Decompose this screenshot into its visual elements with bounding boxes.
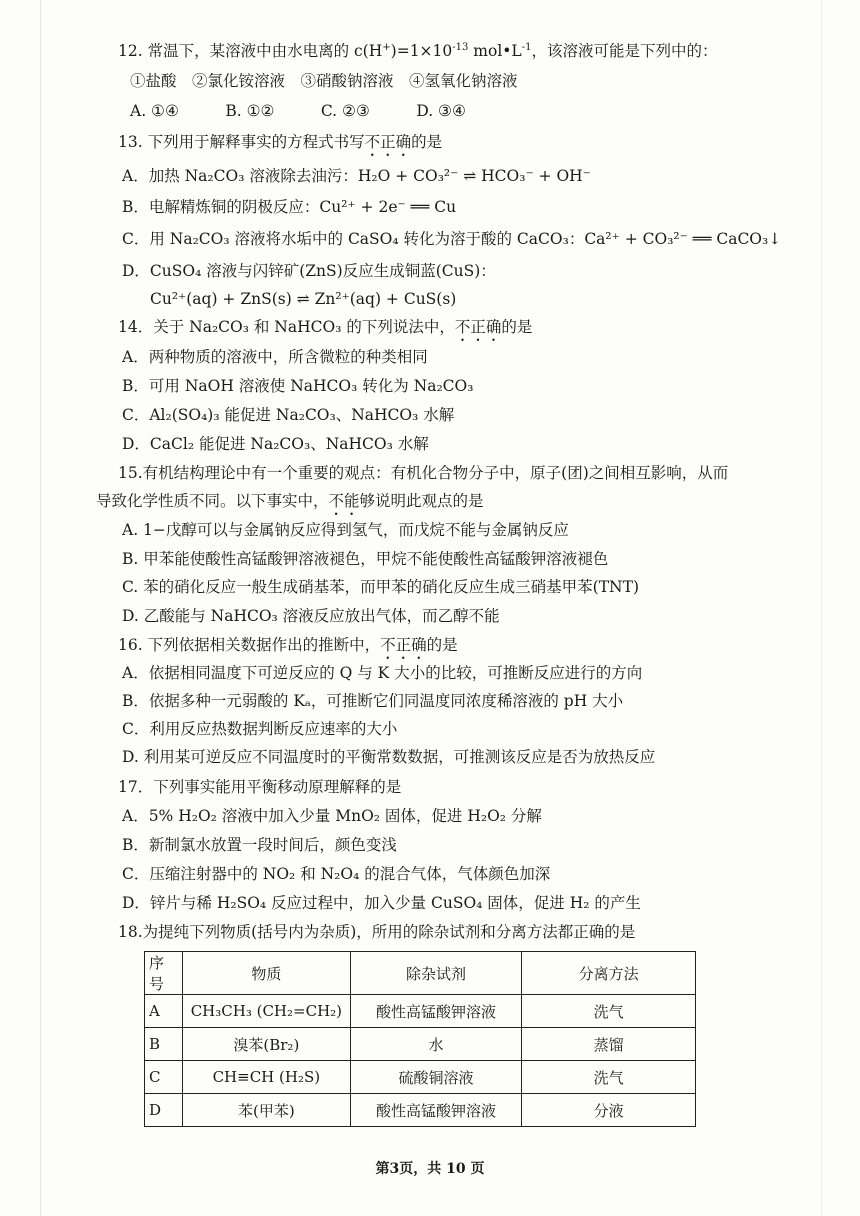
q13-option-a: A．加热 Na₂CO₃ 溶液除去油污：H₂O + CO₃²⁻ ⇌ HCO₃⁻ + OH⁻ [122, 167, 591, 185]
q14-option-c: C．Al₂(SO₄)₃ 能促进 Na₂CO₃、NaHCO₃ 水解 [122, 406, 455, 424]
q17-option-a: A．5% H₂O₂ 溶液中加入少量 MnO₂ 固体，促进 H₂O₂ 分解 [122, 807, 542, 825]
q16-option-a: A．依据相同温度下可逆反应的 Q 与 K 大小的比较，可推断反应进行的方向 [122, 664, 643, 682]
q12-stem-text-3: mol•L [468, 42, 522, 60]
q14-stem-emphasis: 不正确 [454, 318, 502, 336]
q16-stem-post: 的是 [426, 636, 458, 654]
q14-option-a: A．两种物质的溶液中，所含微粒的种类相同 [122, 348, 428, 366]
q12-stem-text-4: ，该溶液可能是下列中的： [531, 42, 718, 60]
q13-stem [118, 131, 442, 160]
table-cell: 蒸馏 [522, 1028, 696, 1061]
q16-stem-pre: 16. 下列依据相关数据作出的推断中， [118, 636, 381, 654]
q16-option-d: D. 利用某可逆反应不同温度时的平衡常数数据，可推测该反应是否为放热反应 [122, 748, 656, 766]
table-row [145, 1094, 696, 1127]
q18-stem: 18.为提纯下列物质(括号内为杂质)，所用的除杂试剂和分离方法都正确的是 [118, 923, 636, 941]
q13-option-c: C．用 Na₂CO₃ 溶液将水垢中的 CaSO₄ 转化为溶于酸的 CaCO₃：Ca²⁺ + CO₃²⁻ ══ CaCO₃↓ [122, 230, 782, 248]
table-cell: 水 [350, 1028, 522, 1061]
table-header-cell: 序号 [145, 952, 183, 995]
q12-stem-text-2: )=1×10 [390, 42, 453, 60]
table-header-cell: 物质 [182, 952, 350, 995]
table-cell: 苯(甲苯) [182, 1094, 350, 1127]
page-left-edge [40, 0, 41, 1216]
q14-stem-pre: 14．关于 Na₂CO₃ 和 NaHCO₃ 的下列说法中， [118, 318, 455, 336]
q14-stem [118, 316, 532, 345]
q17-option-d: D．锌片与稀 H₂SO₄ 反应过程中，加入少量 CuSO₄ 固体，促进 H₂ 的产生 [122, 894, 641, 912]
q12-stem-text-1: 12. 常温下，某溶液中由水电离的 c(H [118, 42, 383, 60]
page-footer: 第3页，共 10 页 [375, 1161, 485, 1177]
q17-option-c: C．压缩注射器中的 NO₂ 和 N₂O₄ 的混合气体，气体颜色加深 [122, 865, 551, 883]
table-cell: 溴苯(Br₂) [182, 1028, 350, 1061]
q12-options: A. ①④ B. ①② C. ②③ D. ③④ [130, 102, 466, 120]
table-cell: A [145, 995, 183, 1028]
table-row [145, 1061, 696, 1094]
q16-option-c: C．利用反应热数据判断反应速率的大小 [122, 720, 398, 738]
q16-stem [118, 634, 458, 663]
q15-stem-post: 够说明此观点的是 [359, 492, 484, 510]
table-cell: D [145, 1094, 183, 1127]
q18-purification-table [144, 951, 696, 1127]
q17-stem: 17．下列事实能用平衡移动原理解释的是 [118, 778, 402, 796]
table-row [145, 1028, 696, 1061]
q14-stem-post: 的是 [501, 318, 533, 336]
q14-option-d: D．CaCl₂ 能促进 Na₂CO₃、NaHCO₃ 水解 [122, 435, 429, 453]
q13-option-d-equation: Cu²⁺(aq) + ZnS(s) ⇌ Zn²⁺(aq) + CuS(s) [150, 290, 457, 308]
q12-stem-sup-2: -13 [452, 41, 469, 53]
q16-stem-emphasis: 不正确 [380, 636, 427, 654]
q17-option-b: B．新制氯水放置一段时间后，颜色变浅 [122, 836, 397, 854]
table-cell: 洗气 [522, 1061, 696, 1094]
q15-option-c: C. 苯的硝化反应一般生成硝基苯，而甲苯的硝化反应生成三硝基甲苯(TNT) [122, 578, 639, 596]
q13-option-d: D．CuSO₄ 溶液与闪锌矿(ZnS)反应生成铜蓝(CuS)： [122, 262, 496, 280]
q13-option-b: B．电解精炼铜的阴极反应：Cu²⁺ + 2e⁻ ══ Cu [122, 198, 457, 216]
q15-stem-emphasis: 不能 [328, 492, 360, 510]
table-header-cell: 除杂试剂 [350, 952, 522, 995]
table-cell: CH₃CH₃ (CH₂=CH₂) [182, 995, 350, 1028]
q12-stem [118, 40, 718, 62]
table-header-cell: 分离方法 [522, 952, 696, 995]
q15-option-b: B. 甲苯能使酸性高锰酸钾溶液褪色，甲烷不能使酸性高锰酸钾溶液褪色 [122, 550, 609, 568]
q15-option-a: A. 1−戊醇可以与金属钠反应得到氢气，而戊烷不能与金属钠反应 [122, 521, 569, 539]
table-cell: 酸性高锰酸钾溶液 [350, 995, 522, 1028]
table-cell: 分液 [522, 1094, 696, 1127]
q13-stem-post: 的是 [411, 133, 443, 151]
table-cell: B [145, 1028, 183, 1061]
table-row [145, 995, 696, 1028]
q14-option-b: B．可用 NaOH 溶液使 NaHCO₃ 转化为 Na₂CO₃ [122, 377, 474, 395]
table-cell: 酸性高锰酸钾溶液 [350, 1094, 522, 1127]
table-cell: 硫酸铜溶液 [350, 1061, 522, 1094]
table-cell: CH≡CH (H₂S) [182, 1061, 350, 1094]
page-right-edge [821, 0, 822, 1216]
q15-stem-line-1: 15.有机结构理论中有一个重要的观点：有机化合物分子中，原子(团)之间相互影响，从而 [118, 464, 729, 482]
q15-stem-line-2 [96, 490, 484, 519]
table-cell: 洗气 [522, 995, 696, 1028]
q13-stem-emphasis: 不正确 [364, 133, 412, 151]
q12-stem-sup-1: + [382, 41, 391, 53]
q13-stem-pre: 13. 下列用于解释事实的方程式书写 [118, 133, 365, 151]
q15-option-d: D. 乙酸能与 NaHCO₃ 溶液反应放出气体，而乙醇不能 [122, 607, 500, 625]
table-header-row [145, 952, 696, 995]
q16-option-b: B．依据多种一元弱酸的 Kₐ，可推断它们同温度同浓度稀溶液的 pH 大小 [122, 692, 624, 710]
q15-stem-pre: 导致化学性质不同。以下事实中， [96, 492, 329, 510]
q12-stem-sup-3: -1 [521, 41, 532, 53]
q12-items: ①盐酸 ②氯化铵溶液 ③硝酸钠溶液 ④氢氧化钠溶液 [130, 72, 518, 90]
table-cell: C [145, 1061, 183, 1094]
